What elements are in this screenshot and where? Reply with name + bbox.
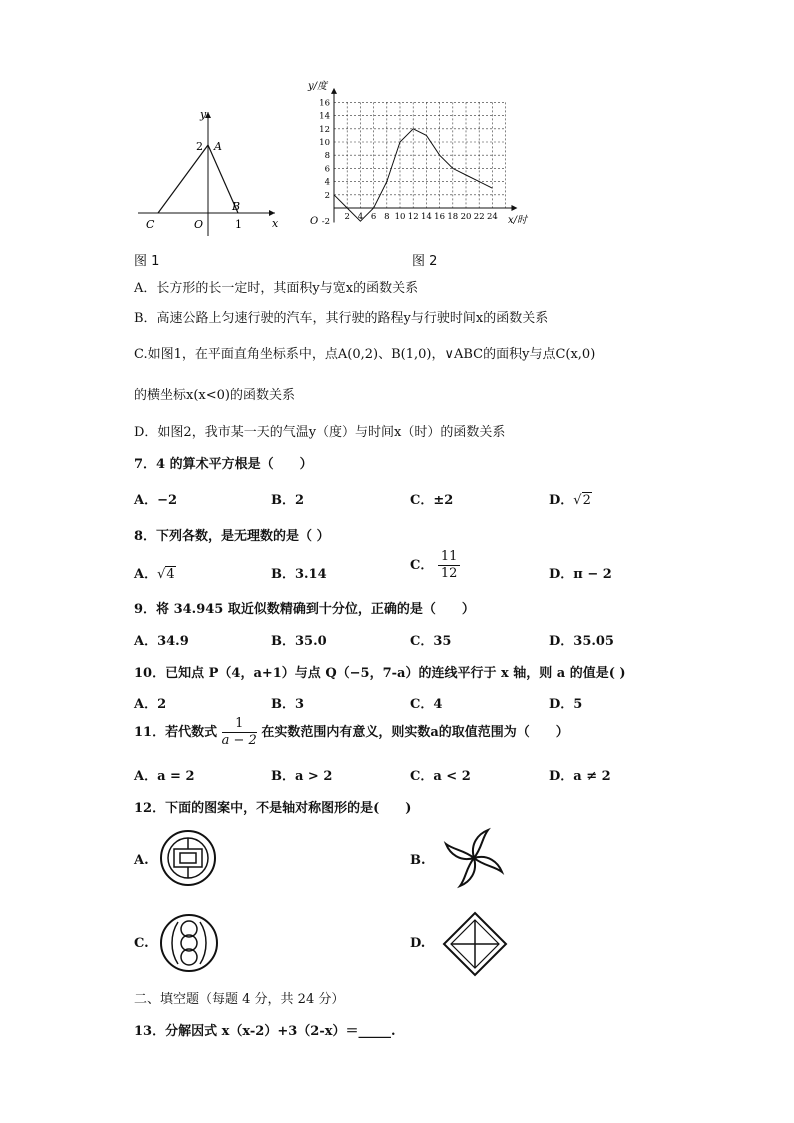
fig1-x-label: x [272, 217, 279, 230]
q12-option-b-label: B. [410, 853, 426, 868]
fig1-c-label: C [146, 218, 155, 231]
q10-option-d: D．5 [549, 697, 583, 712]
q11-option-d: D．a ≠ 2 [549, 769, 611, 784]
q8-option-d: D．π − 2 [549, 567, 612, 582]
y-tick-label: 2 [324, 190, 330, 201]
fig1-b-label: B [232, 200, 241, 213]
q11-stem-suffix: 在实数范围内有意义，则实数a的取值范围为（ ） [261, 725, 569, 740]
q8-fraction [438, 549, 461, 582]
y-axis-arrow-icon [331, 88, 337, 94]
q13-stem: 13．分解因式 x（x-2）+3（2-x）＝_____. [134, 1024, 396, 1039]
x-tick-label: 2 [344, 212, 350, 222]
q6-option-d: D．如图2，我市某一天的气温y（度）与时间x（时）的函数关系 [134, 425, 506, 440]
q8-fraction-num: 11 [438, 549, 461, 566]
q6-option-c-line2: 的横坐标x(x<0)的函数关系 [134, 388, 295, 403]
x-tick-label: 10 [394, 212, 406, 222]
y-tick-label: -2 [321, 217, 330, 228]
q12-stem: 12．下面的图案中，不是轴对称图形的是( ) [134, 801, 412, 816]
q7-stem: 7．4 的算术平方根是（ ） [134, 457, 313, 472]
q12-option-d-label: D. [410, 936, 426, 951]
fig2-origin: O [310, 216, 319, 227]
y-tick-label: 6 [324, 164, 330, 175]
q11-option-a: A．a = 2 [134, 769, 195, 784]
x-tick-label: 8 [384, 212, 390, 222]
q9-option-c: C．35 [410, 634, 452, 649]
y-tick-label: 14 [319, 111, 330, 122]
q6-option-c-line1: C.如图1，在平面直角坐标系中，点A(0,2)、B(1,0)，∨ABC的面积y与点C(x,0) [134, 347, 596, 362]
q8-fraction-den: 12 [440, 566, 458, 581]
q12-option-c-label: C. [134, 936, 149, 951]
x-tick-label: 4 [357, 212, 364, 222]
x-tick-label: 12 [407, 212, 419, 222]
q7-option-b: B．2 [271, 493, 305, 508]
q8-option-a-radicand: 4 [166, 567, 175, 582]
q8-stem: 8．下列各数，是无理数的是（ ） [134, 529, 330, 544]
figure-1-caption: 图 1 [134, 254, 160, 269]
q11-option-c: C．a < 2 [410, 769, 471, 784]
figure-2-caption: 图 2 [412, 254, 438, 269]
q10-option-b: B．3 [271, 697, 305, 712]
fig2-x-axis-label: x/时 [508, 215, 528, 226]
x-tick-label: 14 [420, 212, 432, 222]
x-tick-label: 18 [447, 212, 459, 222]
x-tick-label: 16 [434, 212, 446, 222]
q12-figure-a [158, 828, 218, 888]
q11-fraction-den: a − 2 [221, 733, 257, 748]
y-tick-label: 16 [319, 98, 330, 109]
figure-1 [130, 100, 290, 240]
y-tick-label: 10 [319, 138, 330, 148]
x-tick-label: 24 [486, 212, 498, 222]
sqrt-icon: √ [573, 493, 582, 508]
q12-figure-b [440, 824, 508, 892]
fig1-a-label: A [214, 140, 222, 153]
q6-option-a: A．长方形的长一定时，其面积y与宽x的函数关系 [134, 281, 419, 296]
q11-fraction-num: 1 [222, 716, 257, 733]
q7-option-a: A．−2 [134, 493, 178, 508]
y-tick-label: 4 [324, 177, 330, 188]
q12-option-a-label: A. [134, 853, 149, 868]
section-2-title: 二、填空题（每题 4 分，共 24 分） [134, 992, 345, 1007]
q8-option-b: B．3.14 [271, 567, 327, 582]
q8-option-c-prefix: C． [410, 558, 434, 573]
sqrt-icon: √ [157, 567, 166, 582]
q12-figure-d [441, 910, 509, 978]
q9-option-b: B．35.0 [271, 634, 327, 649]
x-tick-label: 6 [370, 212, 377, 222]
q8-option-a [134, 563, 176, 582]
fig2-y-axis-label: y/度 [308, 81, 328, 92]
x-tick-label: 20 [460, 212, 472, 222]
q11-option-b: B．a > 2 [271, 769, 333, 784]
x-axis-arrow-icon [511, 205, 517, 211]
q10-option-a: A．2 [134, 697, 167, 712]
q9-option-a: A．34.9 [134, 634, 189, 649]
q7-option-c: C．±2 [410, 493, 454, 508]
fig1-one-label: 1 [235, 218, 242, 231]
x-tick-label: 22 [473, 212, 485, 222]
q11-fraction [222, 716, 257, 749]
fig1-two-label: 2 [196, 140, 203, 153]
q10-stem: 10．已知点 P（4，a+1）与点 Q（−5，7-a）的连线平行于 x 轴，则 a 的值是( ) [134, 666, 626, 681]
fig1-y-label: y [200, 108, 207, 121]
q6-option-b: B．高速公路上匀速行驶的汽车，其行驶的路程y与行驶时间x的函数关系 [134, 311, 549, 326]
q9-option-d: D．35.05 [549, 634, 614, 649]
q9-stem: 9．将 34.945 取近似数精确到十分位，正确的是（ ） [134, 602, 475, 617]
y-tick-label: 8 [324, 151, 330, 162]
q7-option-d-prefix: D． [549, 493, 574, 508]
q7-option-d [549, 489, 592, 508]
figure-2-chart [300, 75, 540, 245]
q8-option-a-prefix: A． [134, 567, 158, 582]
q11-stem-prefix: 11．若代数式 [134, 725, 218, 740]
q8-option-c [410, 549, 460, 582]
fig1-origin: O [194, 218, 204, 231]
q12-figure-c [158, 912, 220, 974]
q11-stem [134, 716, 569, 749]
q7-option-d-radicand: 2 [582, 493, 591, 508]
q10-option-c: C．4 [410, 697, 443, 712]
y-tick-label: 12 [319, 124, 330, 135]
